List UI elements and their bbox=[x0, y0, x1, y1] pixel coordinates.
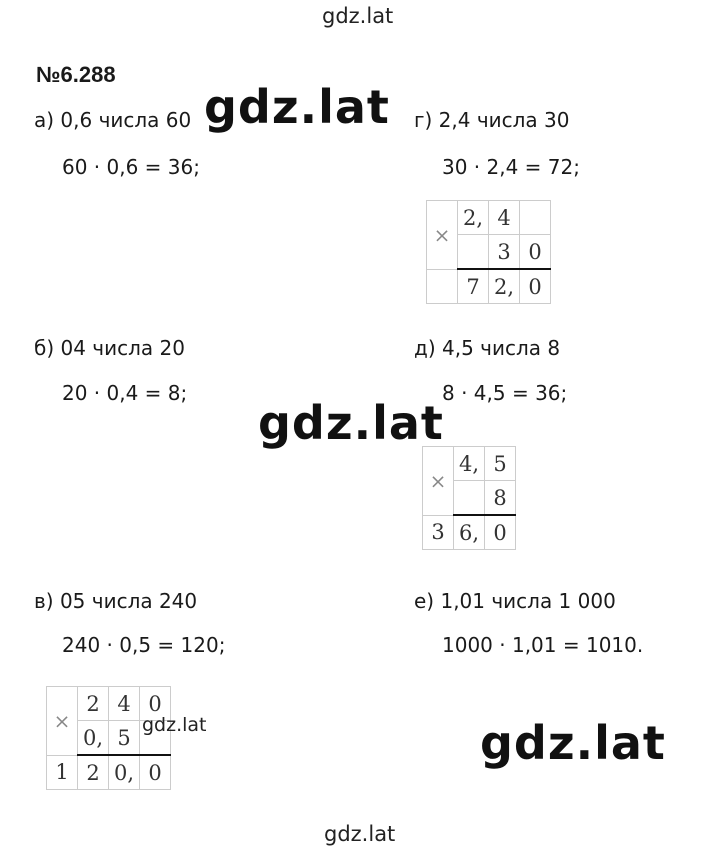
table-cell: 5 bbox=[109, 721, 140, 756]
table-cell: 8 bbox=[485, 481, 516, 516]
item-g-multiplication-table bbox=[426, 200, 551, 304]
item-g-label: г) 2,4 числа 30 bbox=[414, 108, 570, 132]
item-a-equation: 60 · 0,6 = 36; bbox=[62, 155, 200, 179]
table-cell: 3 bbox=[489, 235, 520, 270]
item-b-equation: 20 · 0,4 = 8; bbox=[62, 381, 188, 405]
table-row bbox=[47, 755, 171, 790]
table-cell: 4 bbox=[489, 201, 520, 235]
table-cell: 0, bbox=[78, 721, 109, 756]
table-cell: 0 bbox=[485, 515, 516, 550]
multiply-sign: × bbox=[427, 201, 458, 270]
watermark-top: gdz.lat bbox=[322, 4, 394, 28]
multiply-sign: × bbox=[47, 687, 78, 756]
item-v-multiplication-table bbox=[46, 686, 171, 790]
table-cell bbox=[520, 201, 551, 235]
table-cell: 2 bbox=[78, 755, 109, 790]
item-e-label: е) 1,01 числа 1 000 bbox=[414, 589, 616, 613]
item-a-label: а) 0,6 числа 60 bbox=[34, 108, 192, 132]
table-row bbox=[423, 447, 516, 481]
table-cell: 5 bbox=[485, 447, 516, 481]
table-cell: 0 bbox=[140, 755, 171, 790]
table-cell: 0 bbox=[520, 235, 551, 270]
item-d-label: д) 4,5 числа 8 bbox=[414, 336, 561, 360]
table-cell: 2 bbox=[78, 687, 109, 721]
watermark-big-2: gdz.lat bbox=[258, 396, 444, 450]
item-d-multiplication-table bbox=[422, 446, 516, 550]
multiply-sign: × bbox=[423, 447, 454, 516]
table-cell: 7 bbox=[458, 269, 489, 304]
watermark-bottom: gdz.lat bbox=[324, 822, 396, 846]
table-cell: 0 bbox=[140, 687, 171, 721]
item-v-equation: 240 · 0,5 = 120; bbox=[62, 633, 226, 657]
table-cell: 2, bbox=[458, 201, 489, 235]
table-cell: 6, bbox=[454, 515, 485, 550]
table-cell bbox=[458, 235, 489, 270]
watermark-small-mid: gdz.lat bbox=[142, 714, 207, 736]
item-b-label: б) 04 числа 20 bbox=[34, 336, 185, 360]
item-v-label: в) 05 числа 240 bbox=[34, 589, 198, 613]
problem-number: №6.288 bbox=[36, 62, 116, 87]
table-cell: 2, bbox=[489, 269, 520, 304]
item-g-equation: 30 · 2,4 = 72; bbox=[442, 155, 580, 179]
watermark-big-1: gdz.lat bbox=[204, 80, 390, 134]
table-cell: 4, bbox=[454, 447, 485, 481]
table-cell bbox=[454, 481, 485, 516]
table-row bbox=[423, 515, 516, 550]
table-cell: 1 bbox=[47, 755, 78, 790]
watermark-big-3: gdz.lat bbox=[480, 716, 666, 770]
table-cell bbox=[427, 269, 458, 304]
table-cell: 4 bbox=[109, 687, 140, 721]
table-row bbox=[427, 269, 551, 304]
table-cell: 3 bbox=[423, 515, 454, 550]
item-d-equation: 8 · 4,5 = 36; bbox=[442, 381, 568, 405]
table-row bbox=[427, 201, 551, 235]
table-cell: 0, bbox=[109, 755, 140, 790]
table-cell: 0 bbox=[520, 269, 551, 304]
item-e-equation: 1000 · 1,01 = 1010. bbox=[442, 633, 644, 657]
